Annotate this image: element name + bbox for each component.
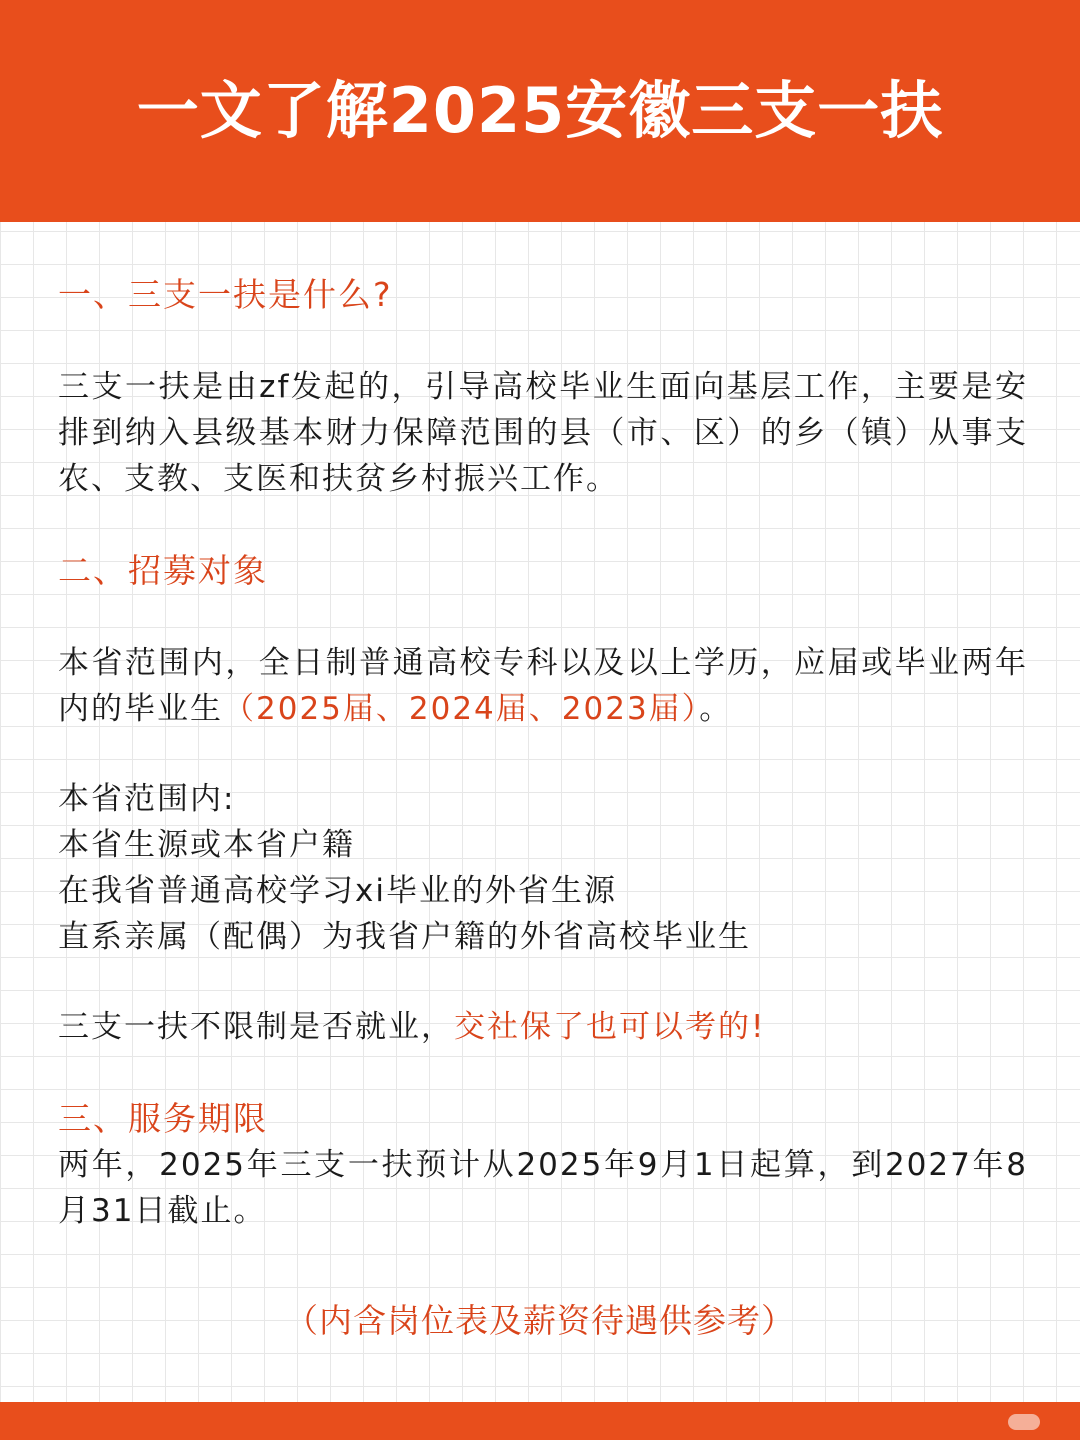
employment-note bbox=[58, 1004, 1028, 1050]
section-3-body: 两年，2025年三支一扶预计从2025年9月1日起算，到2027年8月31日截止。 bbox=[58, 1147, 1028, 1229]
employment-note-text: 三支一扶不限制是否就业， bbox=[58, 1009, 454, 1045]
spacer bbox=[58, 318, 1028, 364]
spacer bbox=[58, 732, 1028, 776]
scope-item: 在我省普通高校学习xi毕业的外省生源 bbox=[58, 873, 617, 909]
scope-item: 本省生源或本省户籍 bbox=[58, 827, 355, 863]
section-2-body bbox=[58, 640, 1028, 732]
section-2-body-text: 本省范围内，全日制普通高校专科以及以上学历，应届或毕业两年内的毕业生 bbox=[58, 645, 1028, 727]
spacer bbox=[58, 594, 1028, 640]
section-2-title: 二、招募对象 bbox=[58, 551, 268, 590]
section-3-title: 三、服务期限 bbox=[58, 1099, 268, 1138]
section-2-body-end: 。 bbox=[699, 691, 733, 727]
spacer bbox=[58, 502, 1028, 548]
article-body bbox=[58, 272, 1028, 1234]
employment-note-highlight: 交社保了也可以考的! bbox=[454, 1009, 766, 1045]
spacer bbox=[58, 960, 1028, 1004]
section-1-body: 三支一扶是由zf发起的，引导高校毕业生面向基层工作，主要是安排到纳入县级基本财力保障范围的县（市、区）的乡（镇）从事支农、支教、支医和扶贫乡村振兴工作。 bbox=[58, 369, 1028, 497]
header-banner bbox=[0, 0, 1080, 222]
watermark-logo-icon bbox=[1008, 1414, 1040, 1430]
section-1-title: 一、三支一扶是什么? bbox=[58, 275, 393, 314]
footer-note: （内含岗位表及薪资待遇供参考） bbox=[285, 1301, 795, 1340]
page-title: 一文了解2025安徽三支一扶 bbox=[136, 74, 944, 147]
scope-heading: 本省范围内: bbox=[58, 781, 236, 817]
section-2-body-highlight: （2025届、2024届、2023届） bbox=[223, 691, 700, 727]
footer-bar bbox=[0, 1402, 1080, 1440]
scope-item: 直系亲属（配偶）为我省户籍的外省高校毕业生 bbox=[58, 919, 751, 955]
spacer bbox=[58, 1050, 1028, 1096]
